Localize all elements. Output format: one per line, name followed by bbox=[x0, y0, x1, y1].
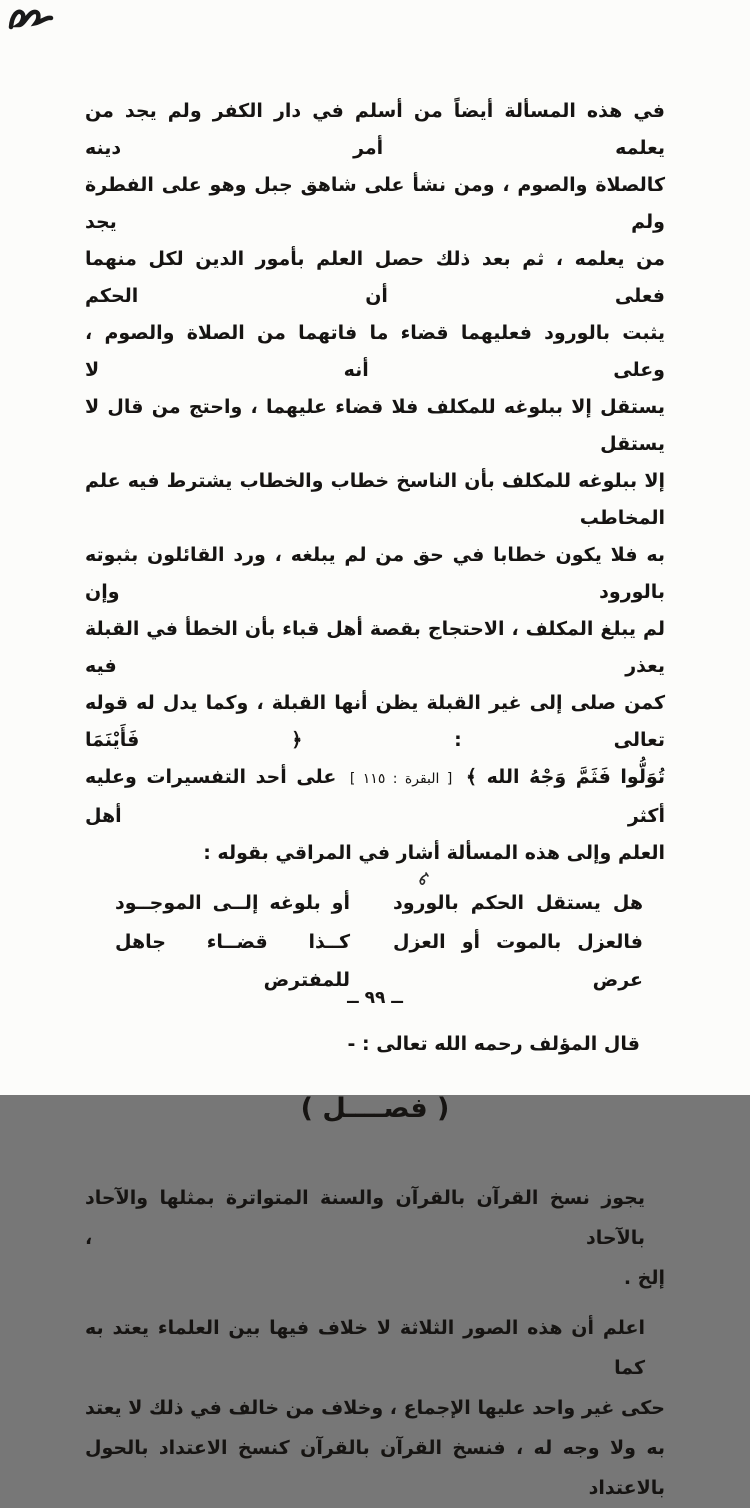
author-said-line: قال المؤلف رحمه الله تعالى : - bbox=[347, 1033, 640, 1055]
body-text: كمن صلى إلى غير القبلة يظن أنها القبلة ، وكما يدل له قوله تعالى : bbox=[85, 692, 665, 751]
verse-reference: [ البقرة : ١١٥ ] bbox=[349, 771, 453, 787]
page-number: ــ ٩٩ ــ bbox=[347, 988, 403, 1008]
body-line: إلا ببلوغه للمكلف بأن الناسخ خطاب والخطاب يشترط فيه علم المخاطب bbox=[85, 470, 665, 529]
body-line: كالصلاة والصوم ، ومن نشأ على شاهق جبل وهو على الفطرة ولم يجد bbox=[85, 174, 665, 233]
body-line: لم يبلغ المكلف ، الاحتجاج بقصة أهل قباء بأن الخطأ في القبلة يعذر فيه bbox=[85, 618, 665, 677]
body-line: العلم وإلى هذه المسألة أشار في المراقي بقوله : bbox=[203, 842, 665, 864]
body-line: من يعلمه ، ثم بعد ذلك حصل العلم بأمور الدين لكل منهما فعلى أن الحكم bbox=[85, 248, 665, 307]
hemistich-right: هل يستقل الحكم بالورود bbox=[393, 892, 643, 914]
body-line-with-quran bbox=[85, 759, 665, 835]
body-line: إلخ . bbox=[623, 1267, 665, 1289]
quran-verse-closing: تُوَلُّوا فَثَمَّ وَجْهُ الله ﴾ bbox=[465, 766, 665, 788]
quran-verse-opening: ﴿ فَأَيْنَمَا bbox=[85, 729, 303, 751]
section-heading-fasl: ( فصــــل ) bbox=[300, 1093, 450, 1124]
body-line: به ولا وجه له ، فنسخ القرآن بالقرآن كنسخ الاعتداد بالحول بالاعتداد bbox=[85, 1437, 665, 1499]
poetry-couplet bbox=[85, 884, 665, 999]
hemistich-left: كــذا قضــاء جاهل للمفترض bbox=[115, 931, 350, 991]
hemistich-right: فالعزل بالموت أو العزل عرض bbox=[393, 931, 643, 991]
body-line: يثبت بالورود فعليهما قضاء ما فاتهما من الصلاة والصوم ، وعلى أنه لا bbox=[85, 322, 665, 381]
body-line: به فلا يكون خطابا في حق من لم يبلغه ، ورد القائلون بثبوته بالورود وإن bbox=[85, 544, 665, 603]
handwritten-squiggle-mark bbox=[412, 871, 430, 893]
body-line: في هذه المسألة أيضاً من أسلم في دار الكفر ولم يجد من يعلمه أمر دينه bbox=[85, 100, 665, 159]
verse-line bbox=[115, 884, 643, 922]
paragraph-3 bbox=[85, 1308, 665, 1508]
body-line: يجوز نسخ القرآن بالقرآن والسنة المتواترة بمثلها والآحاد بالآحاد ، bbox=[85, 1187, 645, 1249]
body-text: على أحد التفسيرات وعليه أكثر أهل bbox=[85, 766, 665, 827]
body-line-with-quran bbox=[85, 685, 665, 759]
hemistich-left: أو بلوغه إلــى الموجــود bbox=[115, 892, 350, 914]
body-line: اعلم أن هذه الصور الثلاثة لا خلاف فيها بين العلماء يعتد به كما bbox=[85, 1317, 645, 1379]
paragraph-2 bbox=[85, 1178, 665, 1298]
paragraph-1 bbox=[85, 93, 665, 872]
body-line: حكى غير واحد عليها الإجماع ، وخلاف من خالف في ذلك لا يعتد bbox=[85, 1397, 665, 1419]
body-line: يستقل إلا ببلوغه للمكلف فلا قضاء عليهما ، واحتج من قال لا يستقل bbox=[85, 396, 665, 455]
